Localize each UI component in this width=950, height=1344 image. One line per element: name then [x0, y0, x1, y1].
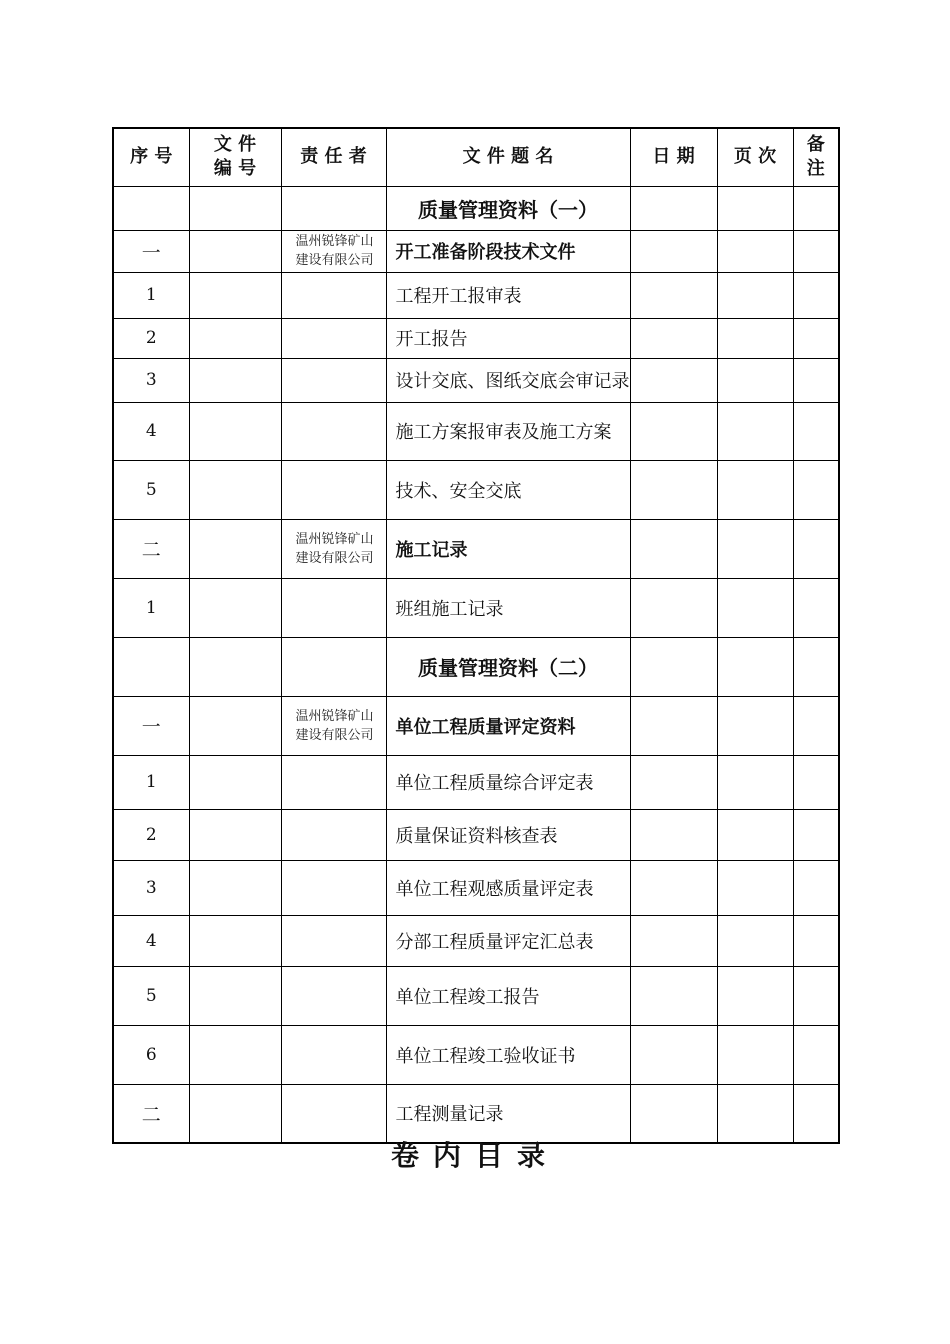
responsible-cell [281, 402, 386, 460]
responsible-cell [281, 915, 386, 966]
pages-cell [717, 230, 793, 272]
pages-cell [717, 637, 793, 696]
doc-no-cell [189, 402, 281, 460]
date-cell [630, 186, 717, 230]
doc-no-cell [189, 460, 281, 519]
title-cell: 开工准备阶段技术文件 [386, 230, 630, 272]
responsible-line2: 建设有限公司 [295, 727, 374, 743]
remarks-cell [793, 809, 839, 860]
seq-cell: 1 [113, 578, 189, 637]
header-row [113, 128, 839, 186]
date-cell [630, 272, 717, 318]
remarks-cell [793, 1025, 839, 1084]
doc-no-cell [189, 578, 281, 637]
responsible-cell [281, 966, 386, 1025]
doc-no-cell [189, 230, 281, 272]
responsible-line1: 温州锐锋矿山 [295, 234, 374, 249]
title-cell: 单位工程观感质量评定表 [386, 860, 630, 915]
remarks-cell [793, 460, 839, 519]
title-cell: 单位工程质量评定资料 [386, 696, 630, 755]
doc-no-cell [189, 755, 281, 809]
header-seq: 序 号 [113, 128, 189, 186]
section-title: 质量管理资料（一） [386, 186, 630, 230]
responsible-cell [281, 696, 386, 755]
date-cell [630, 230, 717, 272]
section-title: 质量管理资料（二） [386, 637, 630, 696]
responsible-line2: 建设有限公司 [295, 550, 374, 566]
doc-no-cell [189, 519, 281, 578]
table-row [113, 272, 839, 318]
pages-cell [717, 578, 793, 637]
section-row [113, 637, 839, 696]
pages-cell [717, 460, 793, 519]
title-cell: 施工方案报审表及施工方案 [386, 402, 630, 460]
doc-no-cell [189, 637, 281, 696]
seq-cell: 5 [113, 460, 189, 519]
remarks-cell [793, 966, 839, 1025]
table-row [113, 966, 839, 1025]
title-cell: 分部工程质量评定汇总表 [386, 915, 630, 966]
pages-cell [717, 186, 793, 230]
title-cell: 单位工程竣工验收证书 [386, 1025, 630, 1084]
table-row [113, 755, 839, 809]
doc-no-cell [189, 809, 281, 860]
pages-cell [717, 966, 793, 1025]
seq-cell: 6 [113, 1025, 189, 1084]
responsible-cell [281, 230, 386, 272]
doc-no-cell [189, 272, 281, 318]
responsible-cell [281, 860, 386, 915]
seq-cell: 一 [113, 696, 189, 755]
table-row [113, 460, 839, 519]
catalog-heading: 卷内目录 [390, 1139, 559, 1172]
doc-no-cell [189, 915, 281, 966]
remarks-cell [793, 637, 839, 696]
title-cell: 工程测量记录 [386, 1084, 630, 1143]
remarks-cell [793, 755, 839, 809]
title-cell: 技术、安全交底 [386, 460, 630, 519]
responsible-cell [281, 809, 386, 860]
header-remarks-line2: 注 [806, 158, 825, 180]
pages-cell [717, 358, 793, 402]
date-cell [630, 318, 717, 358]
seq-cell: 二 [113, 1084, 189, 1143]
remarks-cell [793, 696, 839, 755]
seq-cell: 1 [113, 272, 189, 318]
date-cell [630, 966, 717, 1025]
seq-cell: 一 [113, 230, 189, 272]
pages-cell [717, 318, 793, 358]
table-row [113, 809, 839, 860]
responsible-cell [281, 1025, 386, 1084]
seq-cell [113, 637, 189, 696]
header-responsible: 责 任 者 [281, 128, 386, 186]
pages-cell [717, 272, 793, 318]
date-cell [630, 696, 717, 755]
header-remarks-line1: 备 [806, 134, 825, 156]
title-cell: 单位工程竣工报告 [386, 966, 630, 1025]
responsible-cell [281, 186, 386, 230]
table-row [113, 915, 839, 966]
pages-cell [717, 402, 793, 460]
doc-no-cell [189, 696, 281, 755]
table-row [113, 696, 839, 755]
remarks-cell [793, 230, 839, 272]
seq-cell: 4 [113, 402, 189, 460]
section-row [113, 186, 839, 230]
remarks-cell [793, 915, 839, 966]
remarks-cell [793, 578, 839, 637]
header-doc-no-line1: 文 件 [213, 134, 257, 156]
table-row [113, 1025, 839, 1084]
table-row [113, 230, 839, 272]
seq-cell [113, 186, 189, 230]
remarks-cell [793, 860, 839, 915]
responsible-cell [281, 460, 386, 519]
remarks-cell [793, 272, 839, 318]
remarks-cell [793, 358, 839, 402]
pages-cell [717, 860, 793, 915]
catalog-table [112, 127, 840, 1144]
date-cell [630, 860, 717, 915]
responsible-cell [281, 358, 386, 402]
table-row [113, 358, 839, 402]
responsible-cell [281, 578, 386, 637]
title-cell: 施工记录 [386, 519, 630, 578]
header-remarks [793, 128, 839, 186]
seq-cell: 2 [113, 318, 189, 358]
header-doc-no [189, 128, 281, 186]
responsible-cell [281, 272, 386, 318]
responsible-cell [281, 755, 386, 809]
pages-cell [717, 1025, 793, 1084]
seq-cell: 二 [113, 519, 189, 578]
header-date: 日 期 [630, 128, 717, 186]
title-cell: 单位工程质量综合评定表 [386, 755, 630, 809]
date-cell [630, 1025, 717, 1084]
date-cell [630, 809, 717, 860]
title-cell: 工程开工报审表 [386, 272, 630, 318]
header-title: 文 件 题 名 [386, 128, 630, 186]
responsible-cell [281, 318, 386, 358]
responsible-line1: 温州锐锋矿山 [295, 708, 374, 724]
pages-cell [717, 809, 793, 860]
responsible-line1: 温州锐锋矿山 [295, 531, 374, 547]
pages-cell [717, 696, 793, 755]
title-cell: 开工报告 [386, 318, 630, 358]
table-row [113, 318, 839, 358]
seq-cell: 2 [113, 809, 189, 860]
doc-no-cell [189, 860, 281, 915]
responsible-cell [281, 637, 386, 696]
date-cell [630, 519, 717, 578]
date-cell [630, 915, 717, 966]
seq-cell: 3 [113, 860, 189, 915]
pages-cell [717, 915, 793, 966]
remarks-cell [793, 402, 839, 460]
responsible-line2: 建设有限公司 [295, 253, 374, 268]
title-cell: 设计交底、图纸交底会审记录 [386, 358, 630, 402]
remarks-cell [793, 519, 839, 578]
date-cell [630, 578, 717, 637]
catalog-body [113, 186, 839, 1143]
table-row [113, 860, 839, 915]
pages-cell [717, 519, 793, 578]
header-pages: 页 次 [717, 128, 793, 186]
title-cell: 质量保证资料核查表 [386, 809, 630, 860]
responsible-cell [281, 519, 386, 578]
date-cell [630, 358, 717, 402]
seq-cell: 4 [113, 915, 189, 966]
seq-cell: 1 [113, 755, 189, 809]
table-row [113, 402, 839, 460]
pages-cell [717, 755, 793, 809]
doc-no-cell [189, 318, 281, 358]
header-doc-no-line2: 编 号 [213, 158, 257, 180]
date-cell [630, 460, 717, 519]
remarks-cell [793, 186, 839, 230]
title-cell: 班组施工记录 [386, 578, 630, 637]
remarks-cell [793, 318, 839, 358]
date-cell [630, 402, 717, 460]
doc-no-cell [189, 358, 281, 402]
table-row [113, 578, 839, 637]
seq-cell: 5 [113, 966, 189, 1025]
doc-no-cell [189, 1025, 281, 1084]
doc-no-cell [189, 186, 281, 230]
date-cell [630, 755, 717, 809]
doc-no-cell [189, 966, 281, 1025]
table-row [113, 519, 839, 578]
seq-cell: 3 [113, 358, 189, 402]
date-cell [630, 637, 717, 696]
